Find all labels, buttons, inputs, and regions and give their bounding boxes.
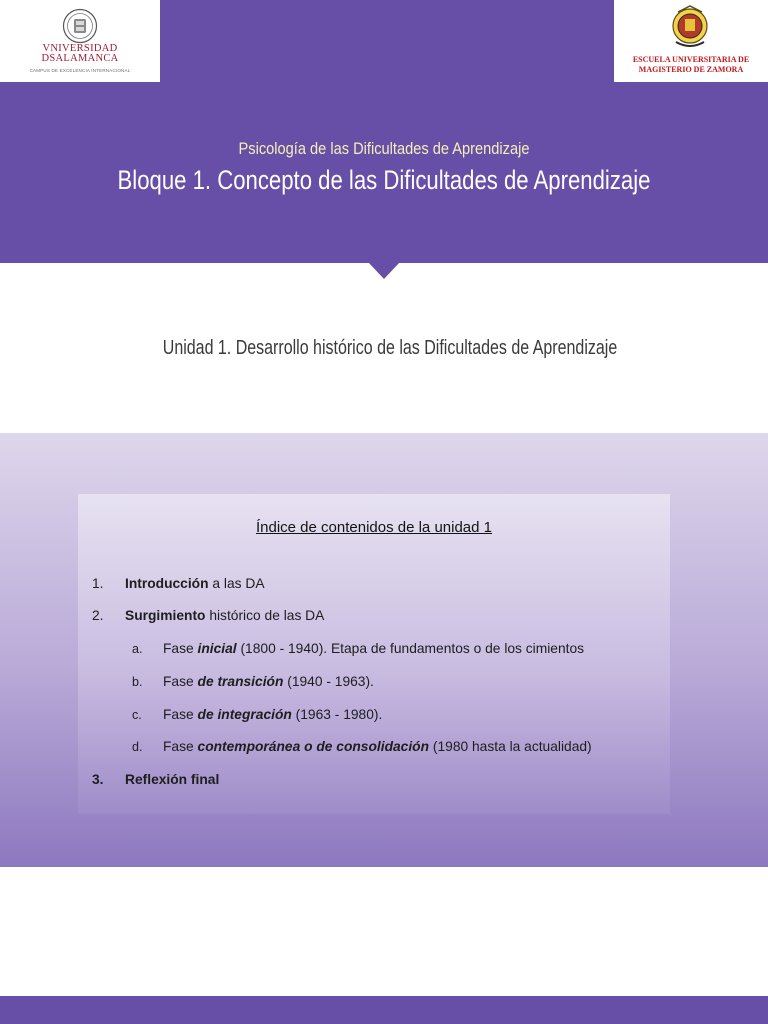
school-crest-icon (666, 4, 714, 52)
university-name: VNIVERSIDAD DSALAMANCA (41, 43, 119, 64)
university-logo (0, 0, 160, 82)
list-item-surgimiento: Surgimiento histórico de las DA (125, 608, 325, 623)
header-pointer (368, 262, 400, 279)
sublist-marker: c. (132, 708, 142, 722)
school-name: ESCUELA UNIVERSITARIA DE MAGISTERIO DE ZAMORA (632, 55, 750, 74)
sublist-item-fase-integracion: Fase de integración (1963 - 1980). (163, 707, 383, 722)
sublist-marker: b. (132, 675, 143, 689)
sublist-item-fase-transicion: Fase de transición (1940 - 1963). (163, 674, 374, 689)
list-item-introduccion: Introducción a las DA (125, 576, 265, 591)
sublist-marker: a. (132, 642, 143, 656)
block-title: Bloque 1. Concepto de las Dificultades de Aprendizaje (117, 165, 651, 195)
list-marker: 1. (92, 576, 104, 591)
university-seal-icon (62, 8, 98, 44)
footer-band (0, 996, 768, 1024)
list-item-reflexion-final: Reflexión final (125, 772, 220, 787)
school-logo (614, 0, 768, 82)
sublist-marker: d. (132, 740, 143, 754)
sublist-item-fase-inicial: Fase inicial (1800 - 1940). Etapa de fundamentos o de los cimientos (163, 641, 585, 656)
unit-title: Unidad 1. Desarrollo histórico de las Dificultades de Aprendizaje (162, 337, 618, 359)
sublist-item-fase-contemporanea: Fase contemporánea o de consolidación (1980 hasta la actualidad) (163, 739, 592, 754)
university-tagline: CAMPUS DE EXCELENCIA INTERNACIONAL (29, 68, 131, 73)
index-title: Índice de contenidos de la unidad 1 (255, 519, 492, 536)
list-marker: 3. (92, 772, 104, 787)
list-marker: 2. (92, 608, 104, 623)
subject-title: Psicología de las Dificultades de Aprendizaje (238, 139, 530, 158)
